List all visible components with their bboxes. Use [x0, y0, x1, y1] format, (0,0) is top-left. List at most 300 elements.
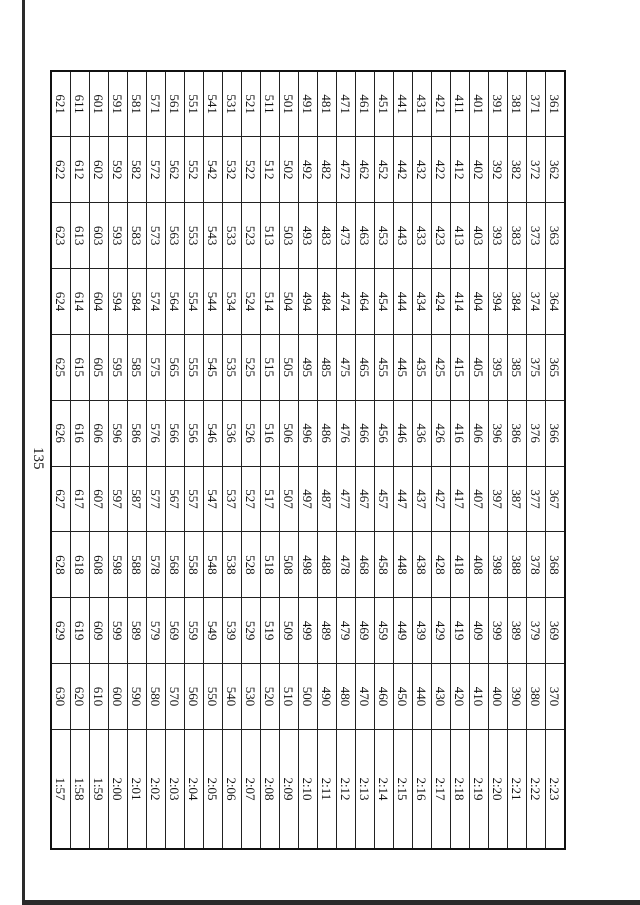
value-cell: 450	[394, 664, 413, 730]
value-cell: 619	[71, 598, 90, 664]
value-cell: 577	[147, 466, 166, 532]
table-row	[204, 71, 223, 849]
table-row	[185, 71, 204, 849]
value-cell: 508	[280, 532, 299, 598]
value-cell: 630	[51, 664, 71, 730]
value-cell: 367	[546, 466, 566, 532]
value-cell: 629	[51, 598, 71, 664]
value-cell: 398	[489, 532, 508, 598]
table-row	[337, 71, 356, 849]
value-cell: 584	[128, 269, 147, 335]
value-cell: 474	[337, 269, 356, 335]
value-cell: 426	[432, 400, 451, 466]
value-cell: 561	[166, 71, 185, 137]
value-cell: 436	[413, 400, 432, 466]
value-cell: 502	[280, 137, 299, 203]
value-cell: 478	[337, 532, 356, 598]
value-cell: 612	[71, 137, 90, 203]
value-cell: 424	[432, 269, 451, 335]
value-cell: 525	[242, 334, 261, 400]
value-cell: 416	[451, 400, 470, 466]
value-cell: 509	[280, 598, 299, 664]
value-cell: 466	[356, 400, 375, 466]
time-cell: 1:57	[51, 730, 71, 850]
value-cell: 412	[451, 137, 470, 203]
value-cell: 439	[413, 598, 432, 664]
value-cell: 444	[394, 269, 413, 335]
value-cell: 599	[109, 598, 128, 664]
value-cell: 613	[71, 203, 90, 269]
value-cell: 376	[527, 400, 546, 466]
value-cell: 503	[280, 203, 299, 269]
value-cell: 597	[109, 466, 128, 532]
value-cell: 465	[356, 334, 375, 400]
time-cell: 2:18	[451, 730, 470, 850]
value-cell: 451	[375, 71, 394, 137]
value-cell: 419	[451, 598, 470, 664]
value-cell: 365	[546, 334, 566, 400]
value-cell: 368	[546, 532, 566, 598]
time-cell: 2:19	[470, 730, 489, 850]
value-cell: 479	[337, 598, 356, 664]
table-row	[147, 71, 166, 849]
table-row	[166, 71, 185, 849]
time-cell: 2:20	[489, 730, 508, 850]
value-cell: 625	[51, 334, 71, 400]
value-cell: 418	[451, 532, 470, 598]
value-cell: 442	[394, 137, 413, 203]
value-cell: 510	[280, 664, 299, 730]
time-cell: 2:06	[223, 730, 242, 850]
value-cell: 407	[470, 466, 489, 532]
table-row	[109, 71, 128, 849]
value-cell: 598	[109, 532, 128, 598]
page-bottom-edge	[22, 900, 640, 905]
value-cell: 432	[413, 137, 432, 203]
value-cell: 429	[432, 598, 451, 664]
value-cell: 475	[337, 334, 356, 400]
value-cell: 589	[128, 598, 147, 664]
value-cell: 624	[51, 269, 71, 335]
value-cell: 556	[185, 400, 204, 466]
value-cell: 620	[71, 664, 90, 730]
value-cell: 606	[90, 400, 109, 466]
value-cell: 382	[508, 137, 527, 203]
value-cell: 512	[261, 137, 280, 203]
time-cell: 1:58	[71, 730, 90, 850]
value-cell: 604	[90, 269, 109, 335]
value-cell: 578	[147, 532, 166, 598]
value-cell: 393	[489, 203, 508, 269]
value-cell: 440	[413, 664, 432, 730]
page-number: 135	[30, 447, 46, 470]
value-cell: 548	[204, 532, 223, 598]
value-cell: 470	[356, 664, 375, 730]
value-cell: 378	[527, 532, 546, 598]
value-cell: 515	[261, 334, 280, 400]
value-cell: 524	[242, 269, 261, 335]
table-row	[128, 71, 147, 849]
table-row	[299, 71, 318, 849]
value-cell: 535	[223, 334, 242, 400]
value-cell: 557	[185, 466, 204, 532]
value-cell: 504	[280, 269, 299, 335]
value-cell: 459	[375, 598, 394, 664]
value-cell: 420	[451, 664, 470, 730]
value-cell: 414	[451, 269, 470, 335]
value-cell: 443	[394, 203, 413, 269]
value-cell: 441	[394, 71, 413, 137]
value-cell: 385	[508, 334, 527, 400]
value-cell: 536	[223, 400, 242, 466]
value-cell: 530	[242, 664, 261, 730]
value-cell: 364	[546, 269, 566, 335]
table-row	[413, 71, 432, 849]
value-cell: 538	[223, 532, 242, 598]
value-cell: 487	[318, 466, 337, 532]
value-cell: 379	[527, 598, 546, 664]
value-cell: 600	[109, 664, 128, 730]
table-row	[242, 71, 261, 849]
score-table	[50, 70, 566, 850]
value-cell: 396	[489, 400, 508, 466]
value-cell: 523	[242, 203, 261, 269]
time-cell: 2:03	[166, 730, 185, 850]
value-cell: 389	[508, 598, 527, 664]
value-cell: 363	[546, 203, 566, 269]
value-cell: 618	[71, 532, 90, 598]
value-cell: 539	[223, 598, 242, 664]
value-cell: 622	[51, 137, 71, 203]
value-cell: 542	[204, 137, 223, 203]
value-cell: 481	[318, 71, 337, 137]
value-cell: 615	[71, 334, 90, 400]
value-cell: 452	[375, 137, 394, 203]
value-cell: 570	[166, 664, 185, 730]
value-cell: 590	[128, 664, 147, 730]
value-cell: 513	[261, 203, 280, 269]
value-cell: 572	[147, 137, 166, 203]
value-cell: 516	[261, 400, 280, 466]
value-cell: 408	[470, 532, 489, 598]
table-row	[394, 71, 413, 849]
time-cell: 2:04	[185, 730, 204, 850]
time-cell: 2:05	[204, 730, 223, 850]
table-row	[261, 71, 280, 849]
value-cell: 480	[337, 664, 356, 730]
value-cell: 437	[413, 466, 432, 532]
value-cell: 520	[261, 664, 280, 730]
value-cell: 388	[508, 532, 527, 598]
value-cell: 453	[375, 203, 394, 269]
value-cell: 497	[299, 466, 318, 532]
value-cell: 554	[185, 269, 204, 335]
value-cell: 521	[242, 71, 261, 137]
value-cell: 586	[128, 400, 147, 466]
value-cell: 493	[299, 203, 318, 269]
value-cell: 476	[337, 400, 356, 466]
time-cell: 2:17	[432, 730, 451, 850]
value-cell: 467	[356, 466, 375, 532]
value-cell: 587	[128, 466, 147, 532]
value-cell: 500	[299, 664, 318, 730]
time-cell: 2:15	[394, 730, 413, 850]
table-row	[470, 71, 489, 849]
value-cell: 568	[166, 532, 185, 598]
value-cell: 483	[318, 203, 337, 269]
time-cell: 2:21	[508, 730, 527, 850]
value-cell: 375	[527, 334, 546, 400]
time-cell: 2:11	[318, 730, 337, 850]
value-cell: 571	[147, 71, 166, 137]
value-cell: 575	[147, 334, 166, 400]
value-cell: 427	[432, 466, 451, 532]
value-cell: 405	[470, 334, 489, 400]
value-cell: 582	[128, 137, 147, 203]
value-cell: 366	[546, 400, 566, 466]
value-cell: 390	[508, 664, 527, 730]
value-cell: 484	[318, 269, 337, 335]
value-cell: 533	[223, 203, 242, 269]
value-cell: 456	[375, 400, 394, 466]
value-cell: 446	[394, 400, 413, 466]
value-cell: 569	[166, 598, 185, 664]
value-cell: 399	[489, 598, 508, 664]
value-cell: 628	[51, 532, 71, 598]
value-cell: 498	[299, 532, 318, 598]
time-cell: 2:23	[546, 730, 566, 850]
value-cell: 425	[432, 334, 451, 400]
value-cell: 517	[261, 466, 280, 532]
value-cell: 448	[394, 532, 413, 598]
value-cell: 361	[546, 71, 566, 137]
value-cell: 540	[223, 664, 242, 730]
value-cell: 591	[109, 71, 128, 137]
value-cell: 609	[90, 598, 109, 664]
value-cell: 581	[128, 71, 147, 137]
table-row	[451, 71, 470, 849]
value-cell: 400	[489, 664, 508, 730]
value-cell: 585	[128, 334, 147, 400]
value-cell: 406	[470, 400, 489, 466]
value-cell: 580	[147, 664, 166, 730]
value-cell: 602	[90, 137, 109, 203]
value-cell: 373	[527, 203, 546, 269]
value-cell: 422	[432, 137, 451, 203]
time-cell: 2:13	[356, 730, 375, 850]
value-cell: 552	[185, 137, 204, 203]
value-cell: 567	[166, 466, 185, 532]
value-cell: 546	[204, 400, 223, 466]
table-row	[51, 71, 71, 849]
value-cell: 461	[356, 71, 375, 137]
value-cell: 562	[166, 137, 185, 203]
table-row	[71, 71, 90, 849]
value-cell: 413	[451, 203, 470, 269]
value-cell: 555	[185, 334, 204, 400]
value-cell: 370	[546, 664, 566, 730]
value-cell: 594	[109, 269, 128, 335]
value-cell: 559	[185, 598, 204, 664]
value-cell: 455	[375, 334, 394, 400]
value-cell: 384	[508, 269, 527, 335]
value-cell: 623	[51, 203, 71, 269]
value-cell: 528	[242, 532, 261, 598]
value-cell: 409	[470, 598, 489, 664]
time-cell: 2:07	[242, 730, 261, 850]
value-cell: 371	[527, 71, 546, 137]
value-cell: 529	[242, 598, 261, 664]
table-row	[223, 71, 242, 849]
value-cell: 491	[299, 71, 318, 137]
value-cell: 397	[489, 466, 508, 532]
value-cell: 428	[432, 532, 451, 598]
score-table-body	[51, 71, 565, 849]
value-cell: 595	[109, 334, 128, 400]
value-cell: 401	[470, 71, 489, 137]
value-cell: 527	[242, 466, 261, 532]
value-cell: 593	[109, 203, 128, 269]
value-cell: 411	[451, 71, 470, 137]
value-cell: 626	[51, 400, 71, 466]
table-row	[527, 71, 546, 849]
value-cell: 526	[242, 400, 261, 466]
value-cell: 496	[299, 400, 318, 466]
table-row	[432, 71, 451, 849]
value-cell: 549	[204, 598, 223, 664]
value-cell: 489	[318, 598, 337, 664]
value-cell: 545	[204, 334, 223, 400]
value-cell: 573	[147, 203, 166, 269]
value-cell: 394	[489, 269, 508, 335]
time-cell: 2:00	[109, 730, 128, 850]
table-row	[546, 71, 566, 849]
value-cell: 601	[90, 71, 109, 137]
table-row	[318, 71, 337, 849]
value-cell: 576	[147, 400, 166, 466]
value-cell: 566	[166, 400, 185, 466]
value-cell: 402	[470, 137, 489, 203]
value-cell: 469	[356, 598, 375, 664]
value-cell: 362	[546, 137, 566, 203]
table-row	[489, 71, 508, 849]
value-cell: 485	[318, 334, 337, 400]
value-cell: 607	[90, 466, 109, 532]
value-cell: 410	[470, 664, 489, 730]
value-cell: 433	[413, 203, 432, 269]
value-cell: 522	[242, 137, 261, 203]
value-cell: 514	[261, 269, 280, 335]
value-cell: 506	[280, 400, 299, 466]
value-cell: 547	[204, 466, 223, 532]
value-cell: 501	[280, 71, 299, 137]
value-cell: 608	[90, 532, 109, 598]
value-cell: 464	[356, 269, 375, 335]
value-cell: 454	[375, 269, 394, 335]
value-cell: 553	[185, 203, 204, 269]
value-cell: 518	[261, 532, 280, 598]
value-cell: 588	[128, 532, 147, 598]
time-cell: 2:01	[128, 730, 147, 850]
value-cell: 519	[261, 598, 280, 664]
value-cell: 449	[394, 598, 413, 664]
value-cell: 611	[71, 71, 90, 137]
value-cell: 564	[166, 269, 185, 335]
value-cell: 372	[527, 137, 546, 203]
value-cell: 383	[508, 203, 527, 269]
rotated-table-wrapper	[53, 70, 566, 850]
table-row	[356, 71, 375, 849]
value-cell: 558	[185, 532, 204, 598]
value-cell: 617	[71, 466, 90, 532]
value-cell: 511	[261, 71, 280, 137]
value-cell: 380	[527, 664, 546, 730]
value-cell: 471	[337, 71, 356, 137]
value-cell: 579	[147, 598, 166, 664]
value-cell: 458	[375, 532, 394, 598]
value-cell: 621	[51, 71, 71, 137]
table-row	[508, 71, 527, 849]
value-cell: 438	[413, 532, 432, 598]
value-cell: 392	[489, 137, 508, 203]
time-cell: 2:10	[299, 730, 318, 850]
time-cell: 2:14	[375, 730, 394, 850]
value-cell: 531	[223, 71, 242, 137]
value-cell: 610	[90, 664, 109, 730]
value-cell: 494	[299, 269, 318, 335]
value-cell: 457	[375, 466, 394, 532]
value-cell: 435	[413, 334, 432, 400]
time-cell: 2:09	[280, 730, 299, 850]
value-cell: 447	[394, 466, 413, 532]
value-cell: 492	[299, 137, 318, 203]
value-cell: 605	[90, 334, 109, 400]
value-cell: 505	[280, 334, 299, 400]
value-cell: 391	[489, 71, 508, 137]
value-cell: 460	[375, 664, 394, 730]
value-cell: 560	[185, 664, 204, 730]
time-cell: 2:02	[147, 730, 166, 850]
value-cell: 477	[337, 466, 356, 532]
value-cell: 551	[185, 71, 204, 137]
value-cell: 565	[166, 334, 185, 400]
value-cell: 627	[51, 466, 71, 532]
time-cell: 2:22	[527, 730, 546, 850]
value-cell: 430	[432, 664, 451, 730]
value-cell: 417	[451, 466, 470, 532]
value-cell: 386	[508, 400, 527, 466]
value-cell: 463	[356, 203, 375, 269]
value-cell: 532	[223, 137, 242, 203]
value-cell: 550	[204, 664, 223, 730]
value-cell: 462	[356, 137, 375, 203]
value-cell: 374	[527, 269, 546, 335]
value-cell: 403	[470, 203, 489, 269]
time-cell: 1:59	[90, 730, 109, 850]
value-cell: 614	[71, 269, 90, 335]
value-cell: 574	[147, 269, 166, 335]
value-cell: 563	[166, 203, 185, 269]
value-cell: 507	[280, 466, 299, 532]
value-cell: 434	[413, 269, 432, 335]
value-cell: 423	[432, 203, 451, 269]
value-cell: 490	[318, 664, 337, 730]
value-cell: 415	[451, 334, 470, 400]
value-cell: 377	[527, 466, 546, 532]
time-cell: 2:08	[261, 730, 280, 850]
table-row	[90, 71, 109, 849]
value-cell: 381	[508, 71, 527, 137]
